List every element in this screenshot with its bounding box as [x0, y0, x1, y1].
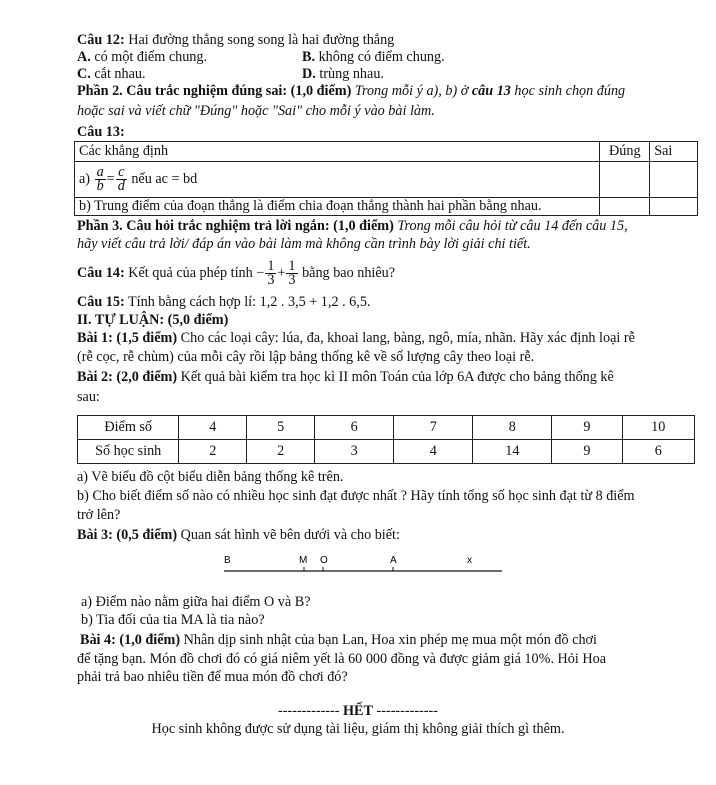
- b3-point-M: M: [299, 555, 308, 566]
- b2-score-header: Điểm số: [78, 416, 179, 440]
- b3-heading: Bài 3: (0,5 điểm) Quan sát hình vẽ bên dưới và cho biết:: [77, 527, 400, 543]
- b3-question-b: b) Tia đối của tia MA là tia nào?: [81, 612, 265, 628]
- b3-question-a: a) Điểm nào nằm giữa hai điểm O và B?: [81, 594, 311, 610]
- b1-line2: (rễ cọc, rễ chùm) của mỗi cây rồi lập bảng thống kê về số lượng cây theo loại rễ.: [77, 349, 535, 365]
- q13-row-b-false-cell: [650, 198, 698, 216]
- b2-count-cell: 6: [622, 440, 694, 464]
- b3-point-A: A: [390, 555, 397, 566]
- b2-count-header: Số học sinh: [78, 440, 179, 464]
- fraction-one-third-2: $\frac{1}{3}$: [288, 258, 296, 289]
- q13-header-false: Sai: [650, 142, 698, 162]
- b1-line1: Bài 1: (1,5 điểm) Cho các loại cây: lúa, đa, khoai lang, bàng, ngô, mía, nhãn. Hãy xác định loại rễ: [77, 330, 635, 346]
- q13-row-b-true-cell: [600, 198, 650, 216]
- b2-score-cell: 7: [394, 416, 473, 440]
- q12-stem: Câu 12: Hai đường thẳng song song là hai đường thẳng: [77, 32, 395, 48]
- b2-count-cell: 3: [315, 440, 394, 464]
- b2-score-table: [77, 415, 695, 464]
- q12-option-c: C. cắt nhau.: [77, 66, 146, 82]
- q14: Câu 14: Kết quả của phép tính − $\frac{1}{3}$ + $\frac{1}{3}$ bằng bao nhiêu?: [77, 258, 396, 289]
- end-marker: ------------- HẾT -------------: [278, 703, 438, 719]
- fraction-a-over-b: $\frac{a}{b}$: [96, 164, 104, 194]
- b2-question-b-line2: trở lên?: [77, 507, 121, 523]
- b2-score-cell: 9: [552, 416, 622, 440]
- b2-question-a: a) Vẽ biểu đồ cột biểu diễn bảng thống kê trên.: [77, 469, 344, 485]
- b3-point-x: x: [467, 555, 472, 566]
- q12-option-d: D. trùng nhau.: [302, 66, 384, 82]
- part3-instruction: hãy viết câu trả lời/ đáp án vào bài làm mà không cần trình bày lời giải chi tiết.: [77, 236, 531, 252]
- part2-instruction: hoặc sai và viết chữ "Đúng" hoặc "Sai" cho mỗi ý vào bài làm.: [77, 103, 435, 119]
- b2-score-cell: 5: [247, 416, 315, 440]
- q12-option-a: A. có một điểm chung.: [77, 49, 208, 65]
- b2-line2: sau:: [77, 389, 100, 405]
- b2-count-cell: 2: [247, 440, 315, 464]
- b2-count-cell: 4: [394, 440, 473, 464]
- q13-label: Câu 13:: [77, 124, 125, 140]
- b2-count-row: [78, 440, 695, 464]
- q13-row-a-claim: a) $\frac{a}{b}$ = $\frac{c}{d}$ nếu ac = bd: [75, 162, 600, 198]
- b3-line-figure: [222, 550, 507, 580]
- b2-score-cell: 4: [179, 416, 247, 440]
- b2-count-cell: 14: [473, 440, 552, 464]
- b2-score-cell: 10: [622, 416, 694, 440]
- q13-table: [74, 141, 698, 216]
- b4-line3: phải trả bao nhiêu tiền để mua món đồ chơi đó?: [77, 669, 348, 685]
- b4-line1: Bài 4: (1,0 điểm) Nhân dịp sinh nhật của bạn Lan, Hoa xin phép mẹ mua một món đồ chơi: [80, 632, 597, 648]
- b4-line2: để tặng bạn. Món đồ chơi đó có giá niêm yết là 60 000 đồng và được giảm giá 10%. Hỏi Hoa: [77, 651, 606, 667]
- b3-point-B: B: [224, 555, 231, 566]
- q13-row-a-true-cell: [600, 162, 650, 198]
- b2-count-cell: 9: [552, 440, 622, 464]
- part3-heading: Phần 3. Câu hỏi trắc nghiệm trả lời ngắn: (1,0 điểm) Trong mỗi câu hỏi từ câu 14 đến câu 15,: [77, 218, 628, 234]
- b2-question-b-line1: b) Cho biết điểm số nào có nhiều học sinh đạt được nhất ? Hãy tính tổng số học sinh đạt từ 8 điểm: [77, 488, 635, 504]
- q12-option-b: B. không có điểm chung.: [302, 49, 445, 65]
- b2-score-row: [78, 416, 695, 440]
- fraction-one-third-1: $\frac{1}{3}$: [267, 258, 275, 289]
- b3-point-O: O: [320, 555, 328, 566]
- fraction-c-over-d: $\frac{c}{d}$: [117, 164, 125, 194]
- q13-row-a-false-cell: [650, 162, 698, 198]
- q13-row-b-claim: b) Trung điểm của đoạn thẳng là điểm chia đoạn thẳng thành hai phần bằng nhau.: [75, 198, 600, 216]
- essay-heading: II. TỰ LUẬN: (5,0 điểm): [77, 312, 229, 328]
- b2-count-cell: 2: [179, 440, 247, 464]
- b2-line1: Bài 2: (2,0 điểm) Kết quả bài kiểm tra học kì II môn Toán của lớp 6A được cho bảng thống kê: [77, 369, 614, 385]
- b2-score-cell: 8: [473, 416, 552, 440]
- b2-score-cell: 6: [315, 416, 394, 440]
- q13-header-true: Đúng: [600, 142, 650, 162]
- footer-note: Học sinh không được sử dụng tài liệu, giám thị không giải thích gì thêm.: [151, 721, 565, 737]
- part2-heading: Phần 2. Câu trắc nghiệm đúng sai: (1,0 điểm) Trong mỗi ý a), b) ở câu 13 học sinh chọn đúng: [77, 83, 626, 99]
- q13-header-claim: Các khẳng định: [75, 142, 600, 162]
- q15: Câu 15: Tính bằng cách hợp lí: 1,2 . 3,5 + 1,2 . 6,5.: [77, 294, 371, 310]
